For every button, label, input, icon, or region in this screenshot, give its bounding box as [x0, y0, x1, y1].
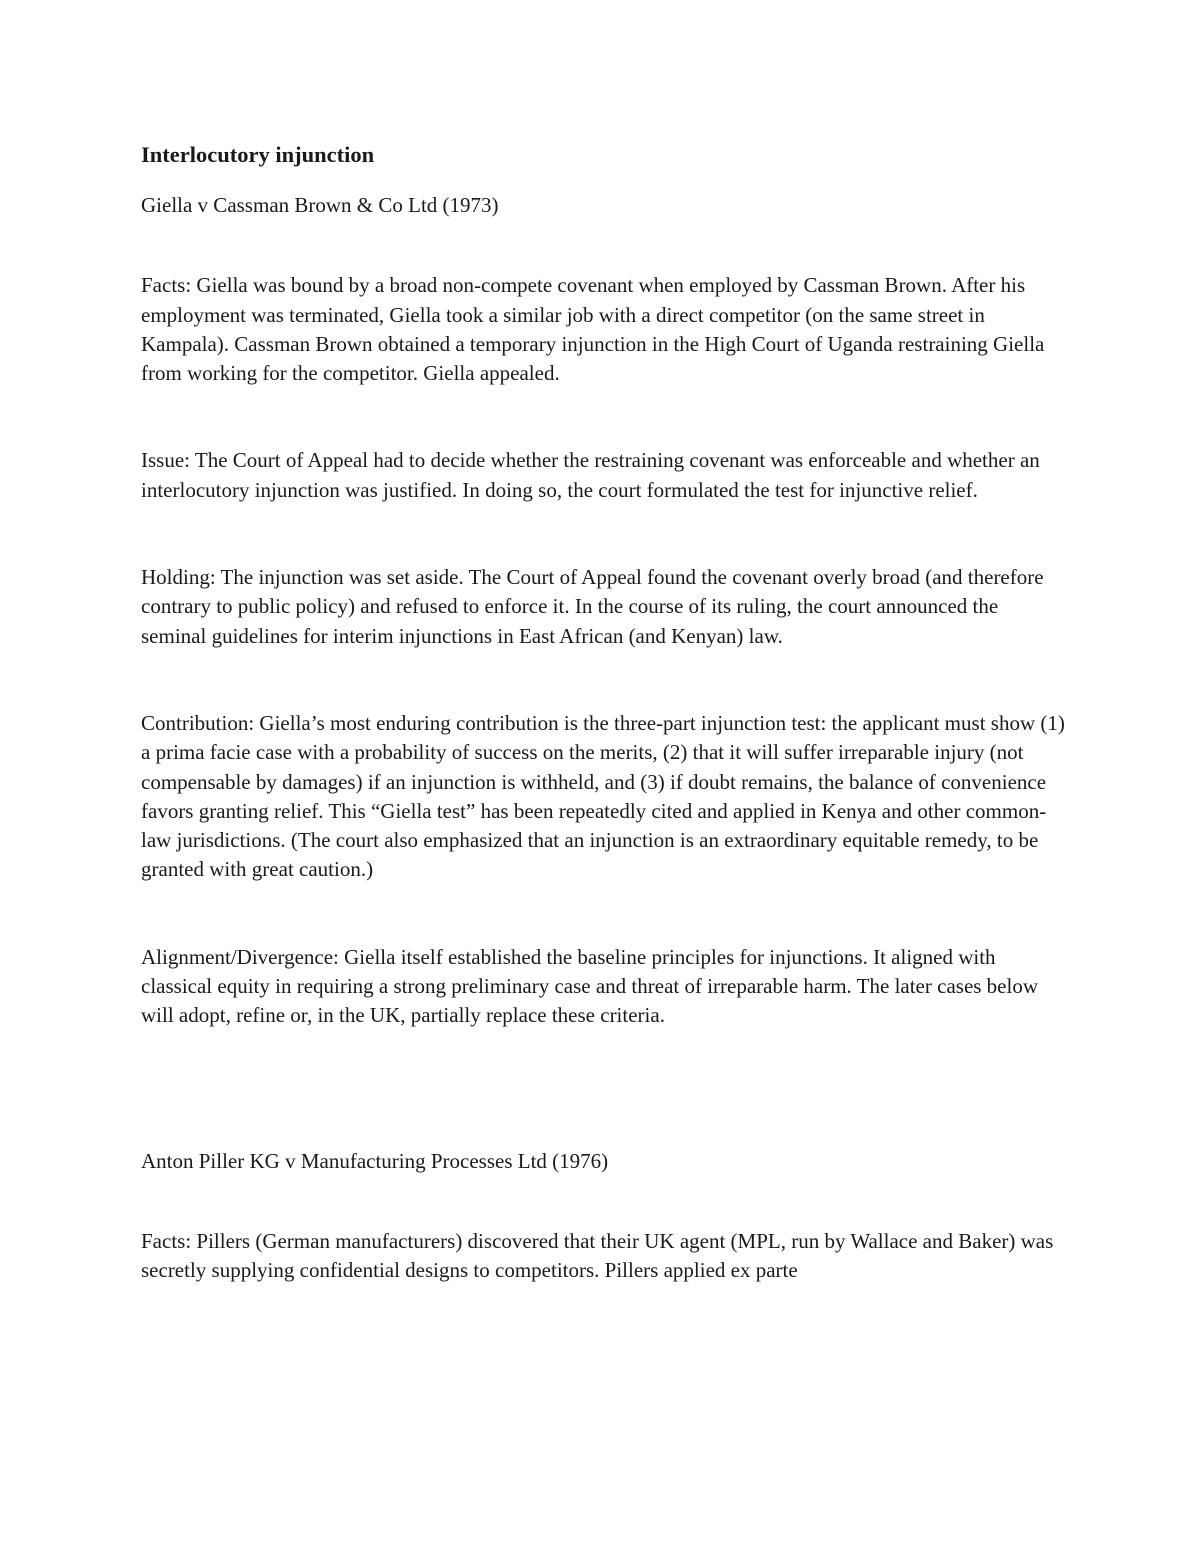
- giella-holding-paragraph: Holding: The injunction was set aside. The Court of Appeal found the covenant overly broad (and therefore contrary to public policy) and refused to enforce it. In the course of its ruling, the court announced the seminal guidelines for interim injunctions in East African (and Kenyan) law.: [141, 565, 1044, 648]
- giella-facts-paragraph: Facts: Giella was bound by a broad non-compete covenant when employed by Cassman Brown. After his employment was terminated, Giella took a similar job with a direct competitor (on the same street in Kampala). Cassman Brown obtained a temporary injunction in the High Court of Uganda restraining Giella from working for the competitor. Giella appealed.: [141, 273, 1045, 386]
- section-heading: Interlocutory injunction: [141, 142, 375, 167]
- giella-issue-paragraph: Issue: The Court of Appeal had to decide whether the restraining covenant was enforceable and whether an interlocutory injunction was justified. In doing so, the court formulated the test for injunctive relief.: [141, 448, 1040, 502]
- giella-alignment-paragraph: Alignment/Divergence: Giella itself established the baseline principles for injunctions. It aligned with classical equity in requiring a strong preliminary case and threat of irreparable harm. The later cases below will adopt, refine or, in the UK, partially replace these criteria.: [141, 944, 1039, 1028]
- case-title-giella: Giella v Cassman Brown & Co Ltd (1973): [141, 193, 499, 217]
- case-title-anton-piller: Anton Piller KG v Manufacturing Processes Ltd (1976): [141, 1148, 609, 1173]
- document-body: [141, 140, 1066, 1286]
- anton-piller-facts-paragraph: Facts: Pillers (German manufacturers) discovered that their UK agent (MPL, run by Wallace and Baker) was secretly supplying confidential designs to competitors. Pillers applied ex parte: [141, 1228, 1054, 1283]
- giella-contribution-paragraph: Contribution: Giella’s most enduring contribution is the three-part injunction test: the applicant must show (1) a prima facie case with a probability of success on the merits, (2) that it will suffer irreparable injury (not compensable by damages) if an injunction is withheld, and (3) if doubt remains, the balance of convenience favors granting relief. This “Giella test” has been repeatedly cited and applied in Kenya and other common-law jurisdictions. (The court also emphasized that an injunction is an extraordinary equitable remedy, to be granted with great caution.): [141, 710, 1065, 882]
